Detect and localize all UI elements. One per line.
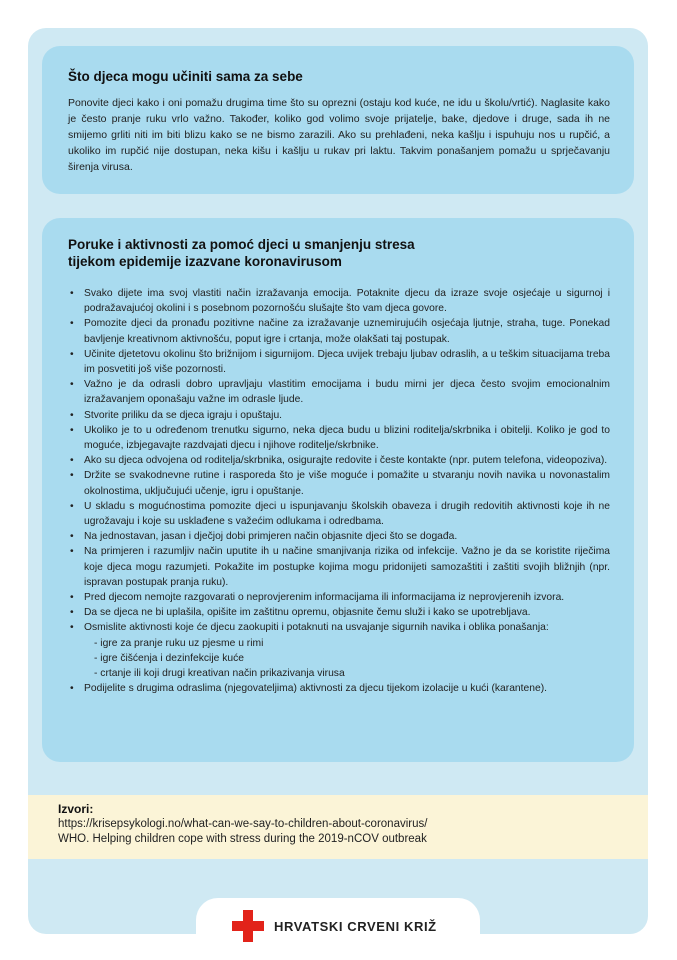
source-link[interactable]: https://krisepsykologi.no/what-can-we-say-to-children-about-coronavirus/	[58, 818, 428, 830]
list-item: • Na primjeren i razumljiv način uputite ih u načine smanjivanja rizika od infekcije. Važno je da se koristite riječima koje djeca mogu razumjeti. Pokažite im postupke kojima mogu pridonijeti samozaštiti i zaštiti svojih bližnjih (npr. ispravan postupak pranja ruku).	[68, 544, 610, 590]
list-item: • Pred djecom nemojte razgovarati o neprovjerenim informacijama ili informacijama iz neprovjerenih izvora.	[68, 590, 610, 605]
list-item: • Na jednostavan, jasan i dječjoj dobi primjeren način objasnite djeci što se događa.	[68, 529, 610, 544]
self-help-title: Što djeca mogu učiniti sama za sebe	[68, 69, 303, 84]
list-item: • Učinite djetetovu okolinu što brižnijom i sigurnijom. Djeca uvijek trebaju ljubav odraslih, a u teškim situacijama treba im posvetiti još više pozornosti.	[68, 347, 610, 377]
list-item: • Pomozite djeci da pronađu pozitivne načine za izražavanje uznemirujućih osjećaja ljutnje, straha, tuge. Ponekad bavljenje kreativnom aktivnošću, poput igre i crtanja, može olakšati taj postupak.	[68, 316, 610, 346]
list-item: • Da se djeca ne bi uplašila, opišite im zaštitnu opremu, objasnite čemu služi i kako se upotrebljava.	[68, 605, 610, 620]
self-help-section	[42, 46, 634, 194]
stress-tips-title: Poruke i aktivnosti za pomoć djeci u smanjenju stresa tijekom epidemije izazvane koronavirusom	[68, 237, 415, 269]
list-item: • Držite se svakodnevne rutine i rasporeda što je više moguće i pomažite u stvaranju novih navika u novonastalim okolnostima, uključujući učenje, igru i opuštanje.	[68, 468, 610, 498]
sources-title: Izvori:	[58, 802, 94, 816]
stress-tips-section	[42, 218, 634, 762]
source-reference: WHO. Helping children cope with stress during the 2019-nCOV outbreak	[58, 833, 427, 845]
stress-tips-list	[68, 286, 610, 696]
list-item-activities	[68, 620, 610, 681]
list-item: • Ukoliko je to u određenom trenutku sigurno, neka djeca budu u blizini roditelja/skrbnika i obitelji. Koliko je god to moguće, izbjegavajte razdvajati djecu i njihove roditelje/skrbnike.	[68, 423, 610, 453]
activities-intro: Osmislite aktivnosti koje će djecu zaokupiti i potaknuti na usvajanje sigurnih navika i oblika ponašanja:	[84, 622, 549, 634]
sub-item: - crtanje ili koji drugi kreativan način prikazivanja virusa	[94, 668, 345, 680]
sub-item: - igre čišćenja i dezinfekcije kuće	[94, 652, 244, 664]
list-item: • Svako dijete ima svoj vlastiti način izražavanja emocija. Potaknite djecu da izraze svoje osjećaje u sigurnoj i podražavajućoj okolini i s posebnom pozornošću slušajte što vam djeca govore.	[68, 286, 610, 316]
sub-item: - igre za pranje ruku uz pjesme u rimi	[94, 637, 264, 649]
organization-name: HRVATSKI CRVENI KRIŽ	[274, 919, 437, 934]
self-help-text: Ponovite djeci kako i oni pomažu drugima time što su oprezni (ostaju kod kuće, ne idu u školu/vrtić). Naglasite kako je često pranje ruku vrlo važno. Također, koliko god volimo svoje prijatelje, bake, djedove i druge, sada ih ne smijemo grliti niti im biti blizu kako se ne bismo zarazili. Ako su prehlađeni, neka kašlju i ispuhuju nos u rupčić, a ukoliko im rupčić nije dostupan, neka kišu i kašlju u rukav pri laktu. Takvim ponašanjem pomažu u sprječavanju širenja virusa.	[68, 97, 610, 173]
list-item: • Podijelite s drugima odraslima (njegovateljima) aktivnosti za djecu tijekom izolacije u kući (karantene).	[68, 681, 610, 696]
sources-box	[28, 795, 648, 859]
list-item: • Stvorite priliku da se djeca igraju i opuštaju.	[68, 408, 610, 423]
list-item: • U skladu s mogućnostima pomozite djeci u ispunjavanju školskih obaveza i drugih redovitih aktivnosti koje ih ne ugrožavaju i koje su usklađene s važećim odlukama i odredbama.	[68, 499, 610, 529]
list-item: • Važno je da odrasli dobro upravljaju vlastitim emocijama i budu mirni jer djeca često svojim emocionalnim izražavanjem oponašaju važne im odrasle ljude.	[68, 377, 610, 407]
list-item: • Ako su djeca odvojena od roditelja/skrbnika, osigurajte redovite i česte kontakte (npr. putem telefona, videopoziva).	[68, 453, 610, 468]
red-cross-icon	[232, 910, 264, 942]
